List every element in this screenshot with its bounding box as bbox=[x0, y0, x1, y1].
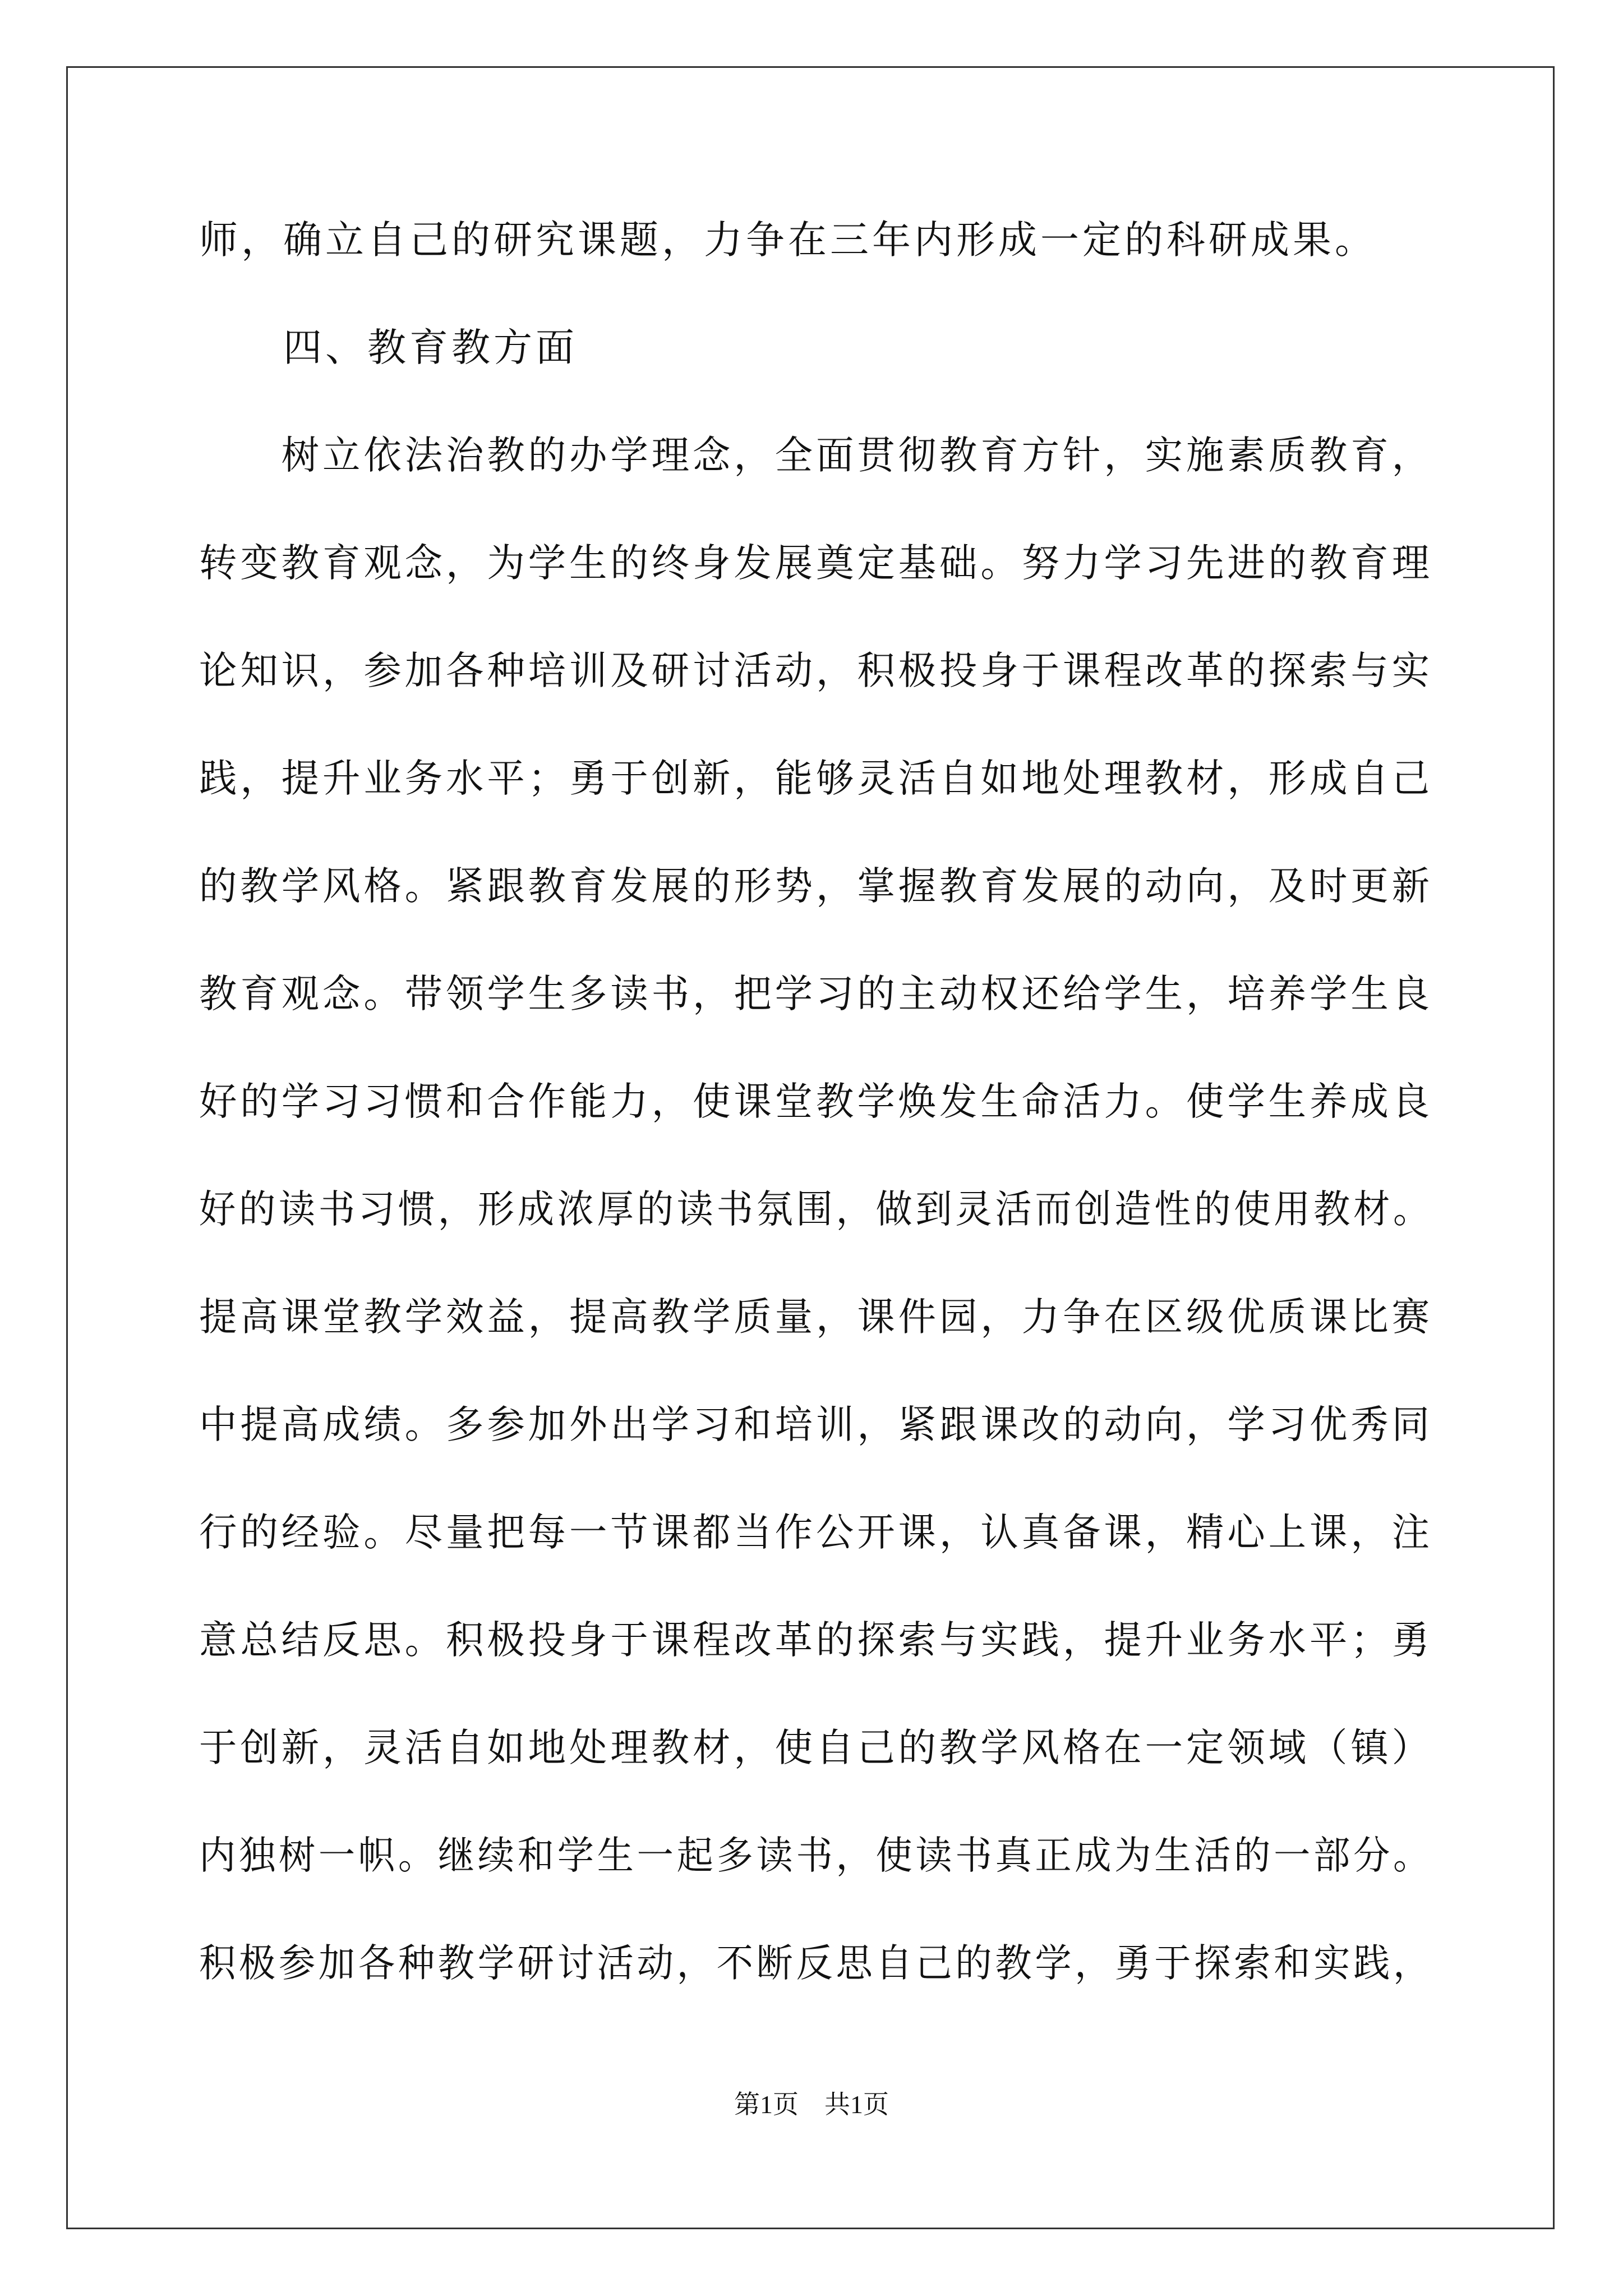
text-line: 内独树一帜。继续和学生一起多读书，使读书真正成为生活的一部分。 bbox=[199, 1833, 1433, 1878]
text-line: 的教学风格。紧跟教育发展的形势，掌握教育发展的动向，及时更新 bbox=[199, 864, 1433, 909]
text-line: 师，确立自己的研究课题，力争在三年内形成一定的科研成果。 bbox=[199, 218, 1377, 263]
text-line: 提高课堂教学效益，提高教学质量，课件园，力争在区级优质课比赛 bbox=[199, 1295, 1433, 1340]
text-line: 好的读书习惯，形成浓厚的读书氛围，做到灵活而创造性的使用教材。 bbox=[199, 1187, 1433, 1232]
text-line: 好的学习习惯和合作能力，使课堂教学焕发生命活力。使学生养成良 bbox=[199, 1079, 1433, 1124]
text-line: 教育观念。带领学生多读书，把学习的主动权还给学生，培养学生良 bbox=[199, 972, 1433, 1016]
page-footer: 第1页 共1页 bbox=[734, 2090, 889, 2119]
section-heading: 四、教育教方面 bbox=[199, 325, 578, 370]
text-line: 践，提升业务水平；勇于创新，能够灵活自如地处理教材，形成自己 bbox=[199, 756, 1433, 801]
text-line: 意总结反思。积极投身于课程改革的探索与实践，提升业务水平；勇 bbox=[199, 1618, 1433, 1663]
text-line: 行的经验。尽量把每一节课都当作公开课，认真备课，精心上课，注 bbox=[199, 1510, 1433, 1555]
text-line: 论知识，参加各种培训及研讨活动，积极投身于课程改革的探索与实 bbox=[199, 648, 1433, 693]
text-line: 转变教育观念，为学生的终身发展奠定基础。努力学习先进的教育理 bbox=[199, 541, 1433, 586]
text-line: 积极参加各种教学研讨活动，不断反思自己的教学，勇于探索和实践， bbox=[199, 1941, 1433, 1986]
text-line: 中提高成绩。多参加外出学习和培训，紧跟课改的动向，学习优秀同 bbox=[199, 1402, 1433, 1447]
text-line: 于创新，灵活自如地处理教材，使自己的教学风格在一定领域（镇） bbox=[199, 1726, 1433, 1770]
text-line: 树立依法治教的办学理念，全面贯彻教育方针，实施素质教育， bbox=[199, 433, 1433, 478]
page-border bbox=[66, 66, 1555, 2229]
